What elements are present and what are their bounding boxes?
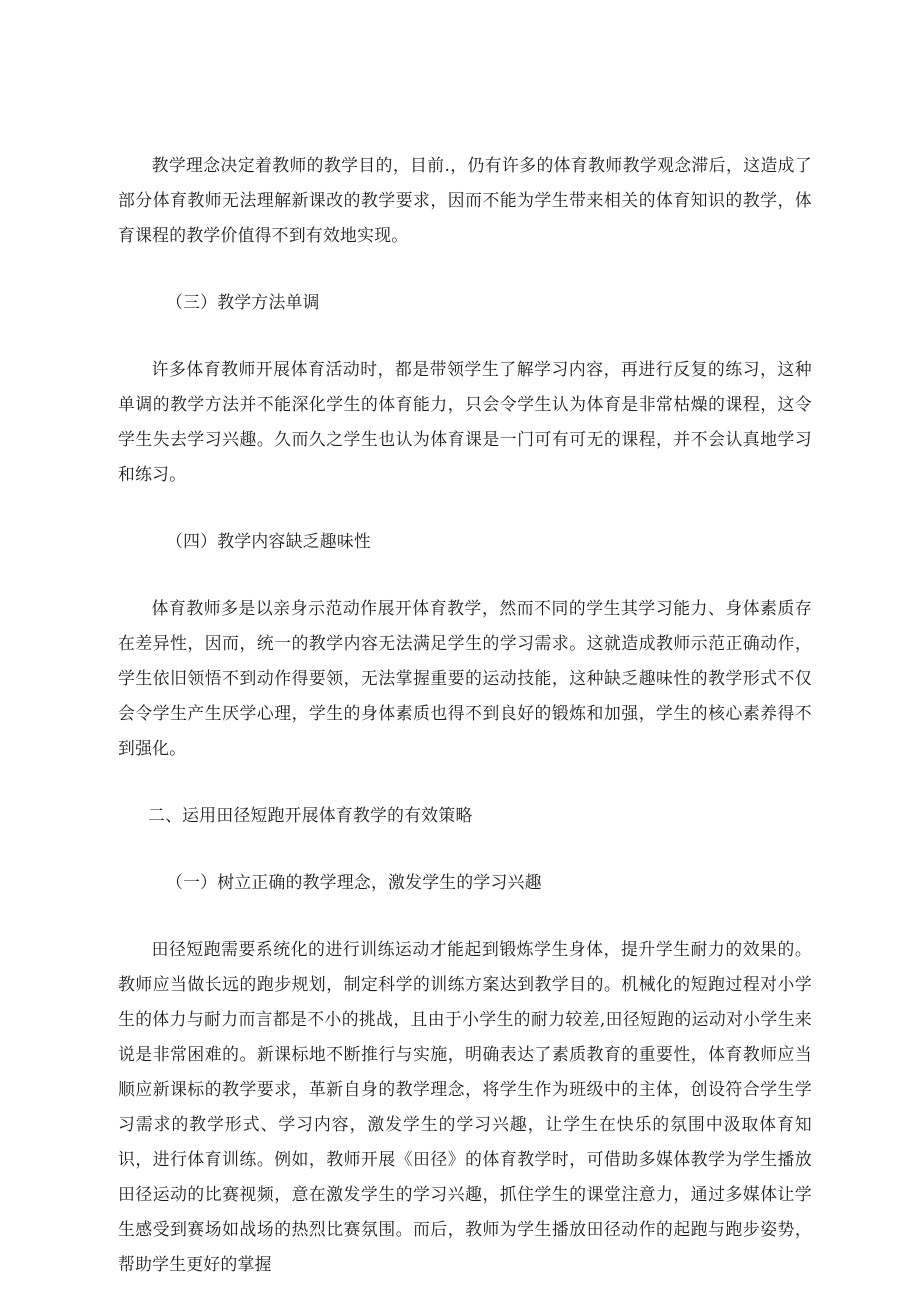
document-page xyxy=(118,148,812,1282)
spacer xyxy=(118,320,812,352)
paragraph-sprint-training: 田径短跑需要系统化的进行训练运动才能起到锻炼学生身体，提升学生耐力的效果的。教师应当做长远的跑步规划，制定科学的训练方案达到教学目的。机械化的短跑过程对小学生的体力与耐力而言都是不小的挑战，且由于小学生的耐力较差,田径短跑的运动对小学生来说是非常困难的。新课标地不断推行与实施，明确表达了素质教育的重要性，体育教师应当顺应新课标的教学要求，革新自身的教学理念，将学生作为班级中的主体，创设符合学生学习需求的教学形式、学习内容，激发学生的学习兴趣，让学生在快乐的氛围中汲取体育知识，进行体育训练。例如，教师开展《田径》的体育教学时，可借助多媒体教学为学生播放田径运动的比赛视频，意在激发学生的学习兴趣，抓住学生的课堂注意力，通过多媒体让学生感受到赛场如战场的热烈比赛氛围。而后，教师为学生播放田径动作的起跑与跑步姿势，帮助学生更好的掌握 xyxy=(118,939,812,1274)
heading-effective-strategies: 二、运用田径短跑开展体育教学的有效策略 xyxy=(148,805,473,825)
heading-correct-philosophy: （一）树立正确的教学理念，激发学生的学习兴趣 xyxy=(166,872,542,892)
spacer xyxy=(118,559,812,591)
heading-monotonous-methods: （三）教学方法单调 xyxy=(166,292,320,312)
spacer xyxy=(118,253,812,285)
spacer xyxy=(118,833,812,865)
spacer xyxy=(118,766,812,798)
paragraph-lack-of-interest: 体育教师多是以亲身示范动作展开体育教学，然而不同的学生其学习能力、身体素质存在差异性，因而，统一的教学内容无法满足学生的学习需求。这就造成教师示范正确动作，学生依旧领悟不到动作得要领，无法掌握重要的运动技能，这种缺乏趣味性的教学形式不仅会令学生产生厌学心理，学生的身体素质也得不到良好的锻炼和加强，学生的核心素养得不到强化。 xyxy=(118,598,812,758)
spacer xyxy=(118,492,812,524)
heading-lack-of-interest: （四）教学内容缺乏趣味性 xyxy=(166,531,371,551)
paragraph-teaching-philosophy: 教学理念决定着教师的教学目的，目前.，仍有许多的体育教师教学观念滞后，这造成了部分体育教师无法理解新课改的教学要求，因而不能为学生带来相关的体育知识的教学，体育课程的教学价值得不到有效地实现。 xyxy=(118,155,812,245)
paragraph-monotonous-methods: 许多体育教师开展体育活动时，都是带领学生了解学习内容，再进行反复的练习，这种单调的教学方法并不能深化学生的体育能力，只会令学生认为体育是非常枯燥的课程，这令学生失去学习兴趣。久而久之学生也认为体育课是一门可有可无的课程，并不会认真地学习和练习。 xyxy=(118,359,812,484)
spacer xyxy=(118,900,812,932)
